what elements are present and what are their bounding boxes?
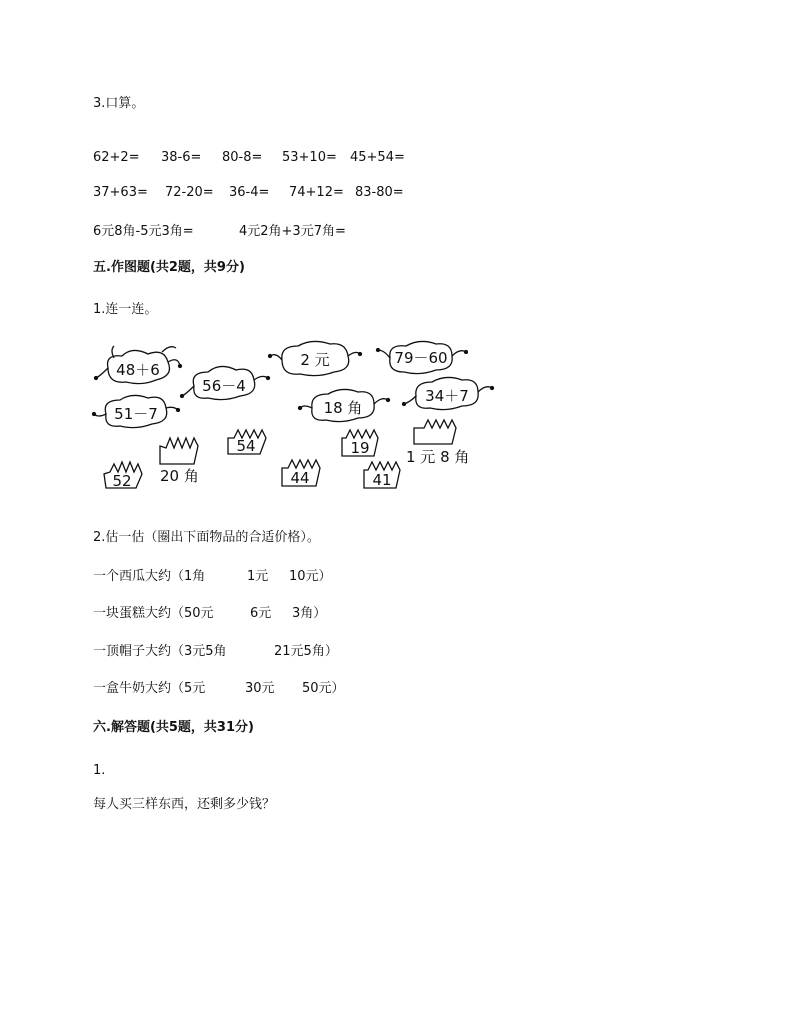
bug-label: 48＋6 xyxy=(116,361,160,379)
section5-heading: 五.作图题(共2题，共9分) xyxy=(93,260,245,275)
price-option[interactable]: 6元 xyxy=(250,606,272,621)
question-number: 1. xyxy=(93,763,106,778)
oral-calc-heading: 3.口算。 xyxy=(93,96,145,111)
grass-label: 41 xyxy=(372,471,392,489)
calc-item: 62+2= xyxy=(93,150,140,165)
estimate-row-watermelon xyxy=(93,565,433,583)
estimate-row-hat xyxy=(93,640,433,658)
calc-item: 6元8角-5元3角= xyxy=(93,224,194,239)
bug-label: 2 元 xyxy=(300,351,330,369)
calc-item: 72-20= xyxy=(165,185,214,200)
price-option[interactable]: 21元5角） xyxy=(274,644,338,659)
calc-item: 74+12= xyxy=(289,185,344,200)
bug-label: 56－4 xyxy=(202,377,246,395)
section6-heading: 六.解答题(共5题，共31分) xyxy=(93,720,254,735)
grass-label: 44 xyxy=(290,469,310,487)
estimate-prefix: 一顶帽子大约（3元5角 xyxy=(93,644,227,659)
estimate-prefix: 一个西瓜大约（1角 xyxy=(93,569,206,584)
estimate-prefix: 一块蛋糕大约（50元 xyxy=(93,606,214,621)
bug-label: 79－60 xyxy=(394,349,448,367)
estimate-row-milk xyxy=(93,677,433,695)
connect-diagram xyxy=(90,338,510,498)
loose-price-label: 1 元 8 角 xyxy=(406,448,470,466)
price-option[interactable]: 10元） xyxy=(289,569,332,584)
estimate-row-cake xyxy=(93,602,433,620)
estimate-prefix: 一盒牛奶大约（5元 xyxy=(93,681,206,696)
price-option[interactable]: 50元） xyxy=(302,681,345,696)
price-option[interactable]: 30元 xyxy=(245,681,275,696)
grass-blank xyxy=(160,438,198,464)
grass-label: 52 xyxy=(112,472,132,490)
grass-blank-2 xyxy=(414,420,456,444)
calc-item: 38-6= xyxy=(161,150,202,165)
calc-item: 36-4= xyxy=(229,185,270,200)
grass-label: 19 xyxy=(350,439,370,457)
calc-item: 83-80= xyxy=(355,185,404,200)
grass-label: 54 xyxy=(236,437,256,455)
price-option[interactable]: 1元 xyxy=(247,569,269,584)
calc-item: 80-8= xyxy=(222,150,263,165)
loose-price-label: 20 角 xyxy=(160,467,199,485)
calc-item: 53+10= xyxy=(282,150,337,165)
calc-item: 45+54= xyxy=(350,150,405,165)
bug-label: 18 角 xyxy=(323,399,363,417)
bug-label: 51－7 xyxy=(114,405,158,423)
connect-question-title: 1.连一连。 xyxy=(93,302,158,317)
calc-item: 4元2角+3元7角= xyxy=(239,224,346,239)
calc-item: 37+63= xyxy=(93,185,148,200)
bug-label: 34＋7 xyxy=(425,387,469,405)
estimate-question-title: 2.估一估（圈出下面物品的合适价格）。 xyxy=(93,530,320,545)
price-option[interactable]: 3角） xyxy=(292,606,327,621)
question-text: 每人买三样东西，还剩多少钱？ xyxy=(93,797,276,812)
